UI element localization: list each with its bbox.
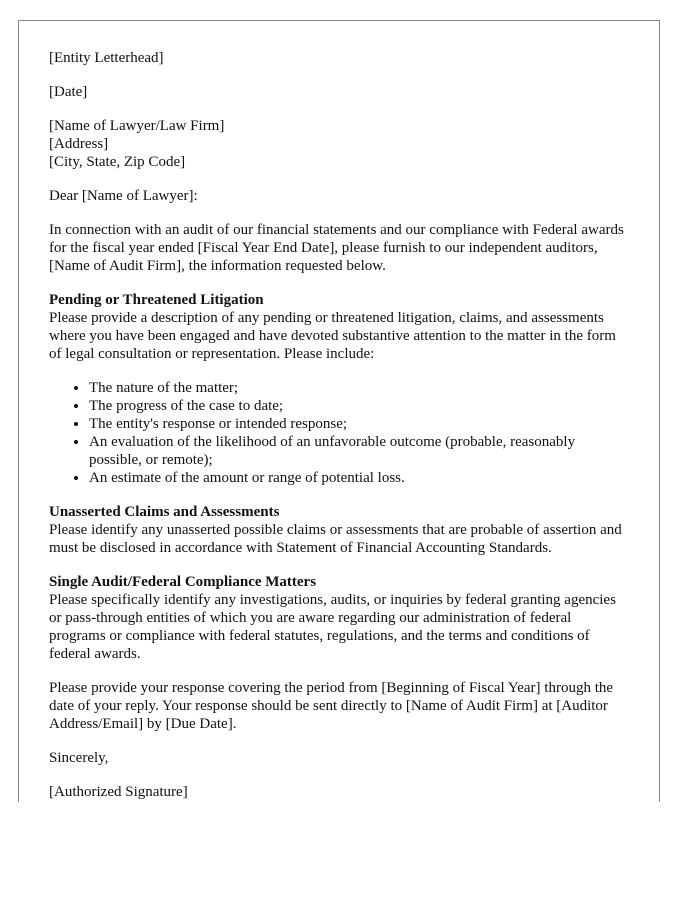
salutation: Dear [Name of Lawyer]:: [49, 188, 198, 204]
list-item: • An estimate of the amount or range of potential loss.: [89, 469, 629, 487]
section-single-audit: [49, 573, 629, 663]
signature: [Authorized Signature]: [49, 784, 188, 800]
recipient-address: [Address]: [49, 136, 109, 152]
list-item: • The entity's response or intended response;: [89, 415, 629, 433]
section-body-litigation: Please provide a description of any pending or threatened litigation, claims, and assessments where you have been engaged and have devoted substantive attention to the matter in the form of legal consultation or representation. Please include:: [49, 310, 616, 362]
closing-request-paragraph: Please provide your response covering the period from [Beginning of Fiscal Year] through the date of your reply. Your response should be sent directly to [Name of Audit Firm] at [Auditor Address/Email] by [Due Date].: [49, 680, 614, 732]
section-heading-single-audit: Single Audit/Federal Compliance Matters: [49, 574, 317, 590]
section-body-unasserted: Please identify any unasserted possible claims or assessments that are probable of assertion and must be disclosed in accordance with Statement of Financial Accounting Standards.: [49, 522, 622, 556]
section-litigation: [49, 291, 629, 487]
litigation-list: [49, 379, 629, 487]
recipient-block: [49, 117, 629, 171]
list-item: • The nature of the matter;: [89, 379, 629, 397]
section-body-single-audit: Please specifically identify any investigations, audits, or inquiries by federal granting agencies or pass-through entities of which you are aware regarding our administration of federal programs or compliance with federal statutes, regulations, and the terms and conditions of federal awards.: [49, 592, 616, 662]
section-heading-litigation: Pending or Threatened Litigation: [49, 292, 264, 308]
recipient-name: [Name of Lawyer/Law Firm]: [49, 118, 225, 134]
intro-paragraph: In connection with an audit of our financial statements and our compliance with Federal awards for the fiscal year ended [Fiscal Year End Date], please furnish to our independent auditors, [Name of Audit Firm], the information requested below.: [49, 222, 624, 274]
recipient-city-state-zip: [City, State, Zip Code]: [49, 154, 186, 170]
section-heading-unasserted: Unasserted Claims and Assessments: [49, 504, 280, 520]
signoff: Sincerely,: [49, 750, 109, 766]
letter-page: [18, 20, 660, 802]
section-unasserted: [49, 503, 629, 557]
list-item: • An evaluation of the likelihood of an unfavorable outcome (probable, reasonably possible, or remote);: [89, 433, 629, 469]
letter-date: [Date]: [49, 84, 88, 100]
letterhead: [Entity Letterhead]: [49, 50, 164, 66]
list-item: • The progress of the case to date;: [89, 397, 629, 415]
